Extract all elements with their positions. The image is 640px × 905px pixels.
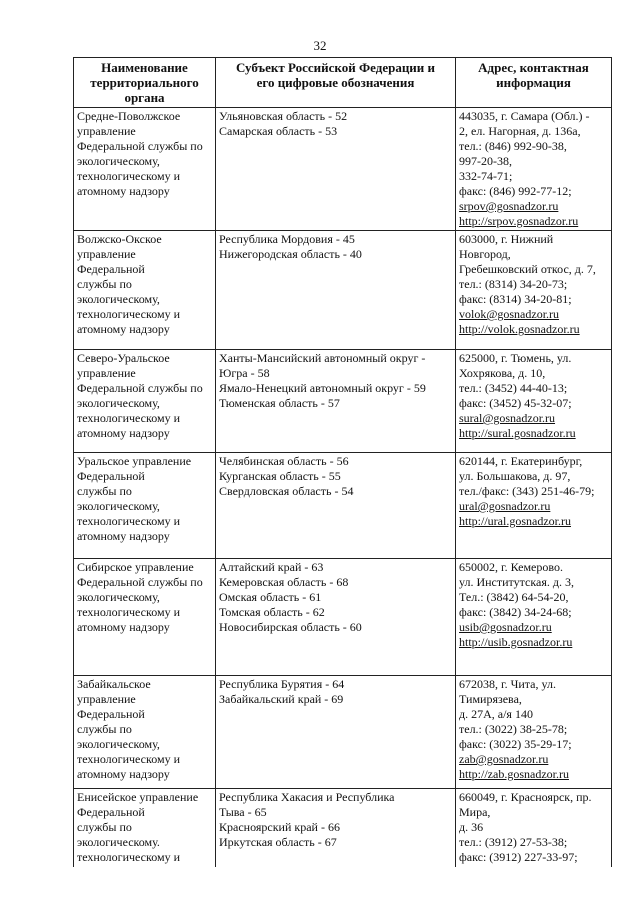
website-link[interactable]: http://srpov.gosnadzor.ru xyxy=(459,214,579,228)
address-cell-line: тел.: (3912) 27-53-38; xyxy=(459,835,568,849)
address-cell-line: факс: (8314) 34-20-81; xyxy=(459,292,572,306)
subjects-cell-line: Тюменская область - 57 xyxy=(219,396,340,410)
organ-cell-line: Волжско-Окское xyxy=(77,232,162,246)
table-row xyxy=(74,231,612,350)
address-cell-line: Мира, xyxy=(459,805,491,819)
organ-cell-line: технологическому и xyxy=(77,605,181,619)
address-cell xyxy=(456,108,612,231)
organ-cell-line: технологическому и xyxy=(77,850,181,864)
organ-cell xyxy=(74,453,216,559)
header-subjects: Субъект Российской Федерации и его цифровые обозначения xyxy=(216,58,456,108)
header-address: Адрес, контактная информация xyxy=(456,58,612,108)
organ-cell-line: Средне-Поволжское xyxy=(77,109,181,123)
email-link[interactable]: volok@gosnadzor.ru xyxy=(459,307,560,321)
organ-cell-line: Сибирское управление xyxy=(77,560,194,574)
address-cell-line: факс: (3022) 35-29-17; xyxy=(459,737,572,751)
table-row xyxy=(74,108,612,231)
address-cell-line: Тимирязева, xyxy=(459,692,522,706)
website-link[interactable]: http://zab.gosnadzor.ru xyxy=(459,767,569,781)
subjects-cell xyxy=(216,453,456,559)
organ-cell-line: службы по xyxy=(77,722,132,736)
subjects-cell-line: Самарская область - 53 xyxy=(219,124,338,138)
organ-cell-line: атомному надзору xyxy=(77,322,170,336)
organ-cell xyxy=(74,559,216,676)
organ-cell xyxy=(74,350,216,453)
organ-cell-line: экологическому, xyxy=(77,154,160,168)
address-cell-line: факс: (3912) 227-33-97; xyxy=(459,850,578,864)
subjects-cell xyxy=(216,789,456,868)
territorial-bodies-table xyxy=(73,57,612,867)
organ-cell-line: технологическому и xyxy=(77,169,181,183)
subjects-cell-line: Забайкальский край - 69 xyxy=(219,692,344,706)
organ-cell-line: атомному надзору xyxy=(77,767,170,781)
subjects-cell-line: Югра - 58 xyxy=(219,366,270,380)
table-row xyxy=(74,676,612,789)
address-cell-line: 660049, г. Красноярск, пр. xyxy=(459,790,592,804)
address-cell-line: 2, ел. Нагорная, д. 136а, xyxy=(459,124,581,138)
subjects-cell-line: Нижегородская область - 40 xyxy=(219,247,362,261)
table-row xyxy=(74,350,612,453)
organ-cell-line: Уральское управление xyxy=(77,454,192,468)
address-cell-line: факс: (3842) 34-24-68; xyxy=(459,605,572,619)
organ-cell-line: Забайкальское xyxy=(77,677,151,691)
subjects-cell-line: Республика Хакасия и Республика xyxy=(219,790,395,804)
website-link[interactable]: http://usib.gosnadzor.ru xyxy=(459,635,573,649)
organ-cell-line: экологическому, xyxy=(77,396,160,410)
subjects-cell-line: Красноярский край - 66 xyxy=(219,820,340,834)
email-link[interactable]: usib@gosnadzor.ru xyxy=(459,620,552,634)
organ-cell-line: атомному надзору xyxy=(77,426,170,440)
subjects-cell-line: Ямало-Ненецкий автономный округ - 59 xyxy=(219,381,426,395)
address-cell-line: факс: (3452) 45-32-07; xyxy=(459,396,572,410)
table-row xyxy=(74,559,612,676)
organ-cell-line: службы по xyxy=(77,820,132,834)
organ-cell-line: технологическому и xyxy=(77,411,181,425)
address-cell xyxy=(456,231,612,350)
subjects-cell-line: Республика Бурятия - 64 xyxy=(219,677,345,691)
subjects-cell-line: Ханты-Мансийский автономный округ - xyxy=(219,351,426,365)
organ-cell-line: экологическому, xyxy=(77,590,160,604)
organ-cell-line: технологическому и xyxy=(77,307,181,321)
organ-cell-line: управление xyxy=(77,124,136,138)
address-cell xyxy=(456,350,612,453)
subjects-cell-line: Кемеровская область - 68 xyxy=(219,575,349,589)
address-cell-line: 620144, г. Екатеринбург, xyxy=(459,454,583,468)
organ-cell-line: управление xyxy=(77,247,136,261)
address-cell xyxy=(456,453,612,559)
header-organ: Наименование территориального органа xyxy=(74,58,216,108)
address-cell-line: тел.: (3022) 38-25-78; xyxy=(459,722,568,736)
organ-cell-line: управление xyxy=(77,692,136,706)
address-cell-line: факс: (846) 992-77-12; xyxy=(459,184,572,198)
table-row xyxy=(74,789,612,868)
address-cell-line: Хохрякова, д. 10, xyxy=(459,366,546,380)
organ-cell-line: экологическому, xyxy=(77,292,160,306)
email-link[interactable]: sural@gosnadzor.ru xyxy=(459,411,556,425)
address-cell-line: д. 36 xyxy=(459,820,484,834)
subjects-cell-line: Республика Мордовия - 45 xyxy=(219,232,355,246)
organ-cell xyxy=(74,789,216,868)
subjects-cell-line: Омская область - 61 xyxy=(219,590,322,604)
subjects-cell-line: Свердловская область - 54 xyxy=(219,484,354,498)
subjects-cell-line: Челябинская область - 56 xyxy=(219,454,349,468)
website-link[interactable]: http://sural.gosnadzor.ru xyxy=(459,426,576,440)
subjects-cell-line: Ульяновская область - 52 xyxy=(219,109,348,123)
address-cell-line: ул. Институтская. д. 3, xyxy=(459,575,574,589)
organ-cell-line: службы по xyxy=(77,277,132,291)
organ-cell-line: атомному надзору xyxy=(77,184,170,198)
organ-cell-line: Федеральной xyxy=(77,469,145,483)
organ-cell-line: атомному надзору xyxy=(77,529,170,543)
address-cell-line: д. 27А, а/я 140 xyxy=(459,707,533,721)
subjects-cell-line: Курганская область - 55 xyxy=(219,469,341,483)
address-cell xyxy=(456,789,612,868)
organ-cell-line: технологическому и xyxy=(77,752,181,766)
organ-cell-line: технологическому и xyxy=(77,514,181,528)
organ-cell xyxy=(74,676,216,789)
organ-cell-line: Федеральной xyxy=(77,262,145,276)
table-header-row xyxy=(74,58,612,108)
website-link[interactable]: http://ural.gosnadzor.ru xyxy=(459,514,571,528)
subjects-cell-line: Алтайский край - 63 xyxy=(219,560,324,574)
organ-cell-line: Федеральной службы по xyxy=(77,381,203,395)
organ-cell-line: службы по xyxy=(77,484,132,498)
organ-cell-line: экологическому, xyxy=(77,737,160,751)
subjects-cell xyxy=(216,350,456,453)
organ-cell-line: атомному надзору xyxy=(77,620,170,634)
organ-cell-line: управление xyxy=(77,366,136,380)
organ-cell-line: экологическому. xyxy=(77,835,160,849)
address-cell-line: 603000, г. Нижний xyxy=(459,232,554,246)
organ-cell-line: Енисейское управление xyxy=(77,790,199,804)
page-number: 32 xyxy=(313,38,327,53)
address-cell-line: Тел.: (3842) 64-54-20, xyxy=(459,590,569,604)
subjects-cell-line: Тыва - 65 xyxy=(219,805,267,819)
address-cell-line: 672038, г. Чита, ул. xyxy=(459,677,556,691)
address-cell-line: 625000, г. Тюмень, ул. xyxy=(459,351,572,365)
address-cell xyxy=(456,676,612,789)
organ-cell xyxy=(74,108,216,231)
email-link[interactable]: srpov@gosnadzor.ru xyxy=(459,199,559,213)
address-cell-line: тел.: (3452) 44-40-13; xyxy=(459,381,568,395)
organ-cell-line: Федеральной службы по xyxy=(77,575,203,589)
address-cell-line: Гребешковский откос, д. 7, xyxy=(459,262,596,276)
subjects-cell xyxy=(216,676,456,789)
organ-cell-line: экологическому, xyxy=(77,499,160,513)
address-cell-line: Новгород, xyxy=(459,247,511,261)
organ-cell-line: Федеральной xyxy=(77,805,145,819)
address-cell xyxy=(456,559,612,676)
subjects-cell-line: Новосибирская область - 60 xyxy=(219,620,362,634)
subjects-cell xyxy=(216,231,456,350)
subjects-cell xyxy=(216,108,456,231)
email-link[interactable]: zab@gosnadzor.ru xyxy=(459,752,549,766)
table-row xyxy=(74,453,612,559)
subjects-cell-line: Томская область - 62 xyxy=(219,605,325,619)
address-cell-line: 332-74-71; xyxy=(459,169,513,183)
organ-cell xyxy=(74,231,216,350)
subjects-cell xyxy=(216,559,456,676)
organ-cell-line: Федеральной службы по xyxy=(77,139,203,153)
organ-cell-line: Северо-Уральское xyxy=(77,351,170,365)
website-link[interactable]: http://volok.gosnadzor.ru xyxy=(459,322,580,336)
address-cell-line: ул. Большакова, д. 97, xyxy=(459,469,571,483)
email-link[interactable]: ural@gosnadzor.ru xyxy=(459,499,551,513)
address-cell-line: тел./факс: (343) 251-46-79; xyxy=(459,484,595,498)
address-cell-line: тел.: (846) 992-90-38, xyxy=(459,139,567,153)
address-cell-line: 443035, г. Самара (Обл.) - xyxy=(459,109,590,123)
address-cell-line: тел.: (8314) 34-20-73; xyxy=(459,277,568,291)
subjects-cell-line: Иркутская область - 67 xyxy=(219,835,337,849)
organ-cell-line: Федеральной xyxy=(77,707,145,721)
address-cell-line: 997-20-38, xyxy=(459,154,512,168)
address-cell-line: 650002, г. Кемерово. xyxy=(459,560,563,574)
